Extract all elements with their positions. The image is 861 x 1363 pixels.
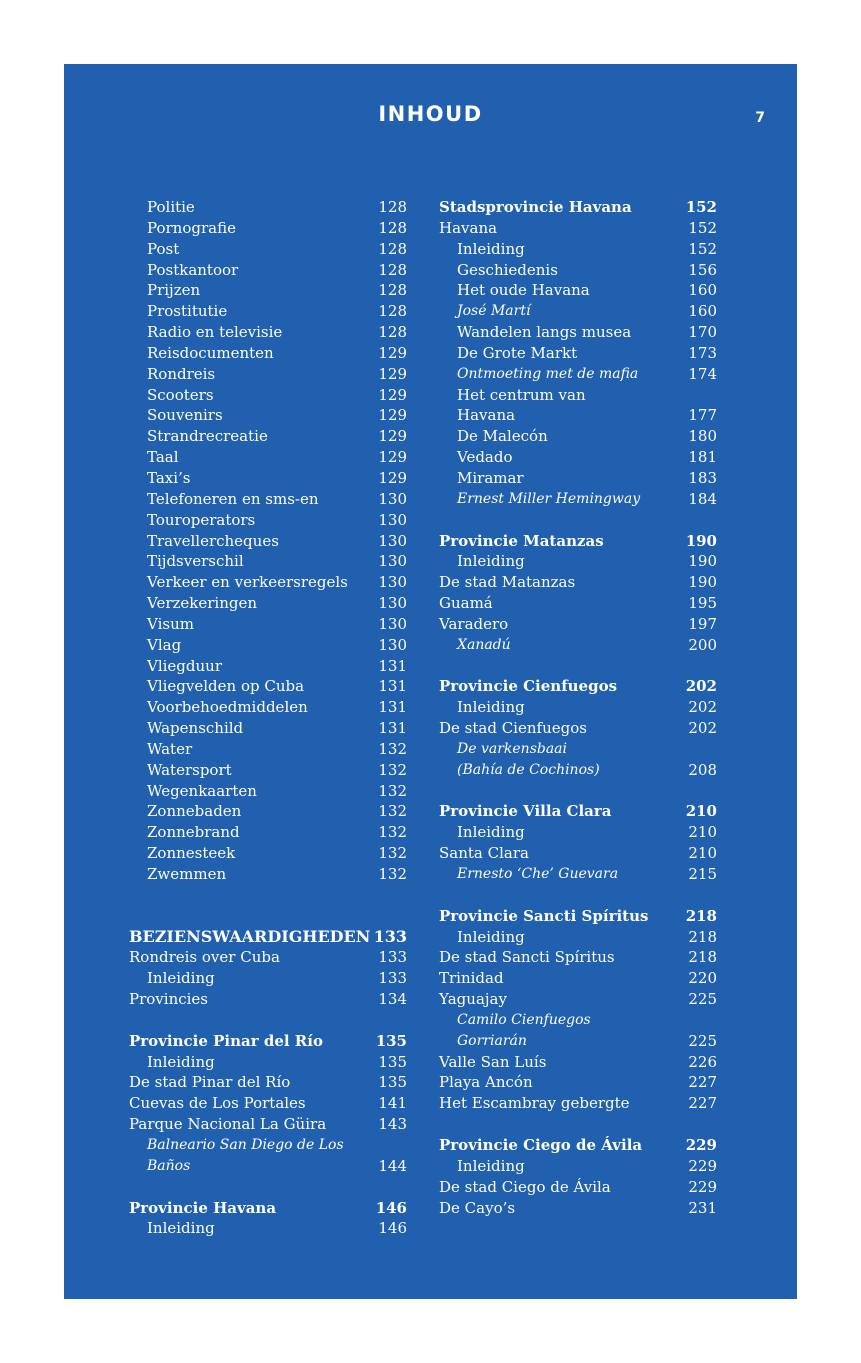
toc-entry xyxy=(129,843,407,864)
toc-entry-title: Het oude Havana xyxy=(457,281,590,300)
toc-entry-page: 131 xyxy=(378,719,407,738)
toc-entry-page: 229 xyxy=(688,1156,717,1175)
toc-entry-page: 128 xyxy=(378,323,407,342)
toc-entry-title: Playa Ancón xyxy=(439,1073,533,1092)
toc-entry-page: 132 xyxy=(378,781,407,800)
toc-entry xyxy=(439,614,717,635)
toc-entry-title: Xanadú xyxy=(457,636,511,653)
toc-entry xyxy=(439,1156,717,1177)
toc-entry-page: 133 xyxy=(373,926,407,946)
toc-entry-page: 177 xyxy=(688,406,717,425)
toc-entry-title: Touroperators xyxy=(147,510,256,529)
toc-entry-page: 129 xyxy=(378,468,407,487)
toc-entry-title: Inleiding xyxy=(457,1156,525,1175)
toc-entry-title: Taxi’s xyxy=(147,468,191,487)
toc-entry-page: 143 xyxy=(378,1115,407,1134)
toc-spacer xyxy=(439,1114,717,1135)
toc-entry-title: Watersport xyxy=(147,760,232,779)
toc-entry xyxy=(129,822,407,843)
toc-entry-title: Rondreis xyxy=(147,364,216,383)
toc-entry-title: Varadero xyxy=(439,614,509,633)
toc-entry-page: 128 xyxy=(378,239,407,258)
toc-entry xyxy=(439,1072,717,1093)
toc-entry-title: Travellercheques xyxy=(147,531,279,550)
toc-entry-page: 208 xyxy=(688,760,717,779)
toc-entry-title: De Cayo’s xyxy=(439,1198,516,1217)
toc-entry xyxy=(129,322,407,343)
toc-entry xyxy=(129,635,407,656)
toc-entry-page: 132 xyxy=(378,844,407,863)
toc-entry-title: Tijdsverschil xyxy=(147,552,244,571)
toc-entry xyxy=(129,781,407,802)
toc-entry-page: 218 xyxy=(688,948,717,967)
toc-entry-title: Zwemmen xyxy=(147,865,227,883)
toc-entry-title: Prostitutie xyxy=(147,302,228,321)
toc-entry-page: 133 xyxy=(378,948,407,967)
toc-entry-title: Camilo Cienfuegos xyxy=(457,1011,591,1028)
toc-entry-title: De Malecón xyxy=(457,427,548,446)
toc-entry-page: 128 xyxy=(378,218,407,237)
toc-entry-title: Inleiding xyxy=(457,552,525,571)
toc-entry-title: Provincie Ciego de Ávila xyxy=(439,1135,643,1154)
toc-entry-page: 129 xyxy=(378,364,407,383)
toc-entry-title: Gorriarán xyxy=(457,1032,527,1049)
toc-entry-page: 129 xyxy=(378,406,407,425)
toc-entry-title: Verzekeringen xyxy=(147,594,258,613)
toc-section-heading xyxy=(129,1031,407,1052)
toc-entry xyxy=(439,1052,717,1073)
toc-entry xyxy=(439,635,717,656)
toc-entry xyxy=(439,718,717,739)
toc-entry-title: Havana xyxy=(439,218,498,237)
toc-entry xyxy=(129,405,407,426)
toc-entry-title: Rondreis over Cuba xyxy=(129,948,280,967)
toc-entry xyxy=(129,343,407,364)
toc-entry-page: 190 xyxy=(685,531,717,550)
toc-right-column xyxy=(439,197,717,1218)
toc-spacer xyxy=(129,1010,407,1031)
toc-entry-title: Geschiedenis xyxy=(457,260,558,279)
toc-entry-title: Inleiding xyxy=(457,698,525,717)
toc-entry-title: Guamá xyxy=(439,594,493,613)
toc-entry xyxy=(439,968,717,989)
toc-entry-page: 135 xyxy=(378,1052,407,1071)
toc-entry-title: Provincie Sancti Spíritus xyxy=(439,906,649,925)
toc-entry-page: 128 xyxy=(378,260,407,279)
toc-entry xyxy=(129,385,407,406)
toc-entry-page: 197 xyxy=(688,614,717,633)
toc-entry-page: 227 xyxy=(688,1073,717,1092)
toc-entry-title: Wandelen langs musea xyxy=(457,323,632,342)
toc-entry-title: Provincie Havana xyxy=(129,1198,277,1217)
toc-spacer xyxy=(129,885,407,906)
toc-entry xyxy=(439,822,717,843)
toc-entry-page: 190 xyxy=(688,552,717,571)
toc-section-heading xyxy=(439,801,717,822)
toc-entry-title: Provincie Matanzas xyxy=(439,531,604,550)
toc-entry-page: 210 xyxy=(685,802,717,821)
toc-entry-page: 183 xyxy=(688,468,717,487)
toc-entry-page: 135 xyxy=(378,1073,407,1092)
toc-entry xyxy=(439,1177,717,1198)
toc-entry-title: Zonnebrand xyxy=(147,823,240,842)
toc-entry-page: 229 xyxy=(688,1177,717,1196)
toc-section-heading xyxy=(439,1135,717,1156)
toc-entry xyxy=(129,718,407,739)
toc-entry-title: Postkantoor xyxy=(147,260,239,279)
toc-spacer xyxy=(129,1177,407,1198)
toc-entry-page: 215 xyxy=(688,865,717,883)
toc-entry xyxy=(129,614,407,635)
toc-entry-title: Het Escambray gebergte xyxy=(439,1094,630,1113)
toc-entry-page: 190 xyxy=(688,573,717,592)
toc-entry xyxy=(129,489,407,510)
toc-entry-page: 231 xyxy=(688,1198,717,1217)
toc-entry xyxy=(439,989,717,1010)
toc-entry-title: Het centrum van xyxy=(457,385,586,404)
toc-entry-title: Strandrecreatie xyxy=(147,427,268,446)
toc-entry-title: Zonnesteek xyxy=(147,844,236,863)
toc-spacer xyxy=(439,781,717,802)
toc-entry xyxy=(439,551,717,572)
toc-entry-title: Pornografie xyxy=(147,218,236,237)
toc-entry-title: Inleiding xyxy=(457,239,525,258)
toc-entry-title: Visum xyxy=(147,614,194,633)
toc-entry xyxy=(129,989,407,1010)
toc-entry-page: 146 xyxy=(375,1198,407,1217)
toc-entry-title: Valle San Luís xyxy=(439,1052,547,1071)
toc-entry-page: 134 xyxy=(378,990,407,1009)
toc-entry-page: 152 xyxy=(688,239,717,258)
toc-entry-title: Baños xyxy=(147,1157,191,1174)
toc-entry-page: 133 xyxy=(378,969,407,988)
toc-section-heading xyxy=(439,676,717,697)
toc-entry-title: Souvenirs xyxy=(147,406,223,425)
toc-entry xyxy=(439,405,717,426)
toc-entry xyxy=(129,1135,407,1156)
toc-entry-page: 131 xyxy=(378,656,407,675)
toc-entry xyxy=(129,760,407,781)
toc-entry xyxy=(129,426,407,447)
toc-entry-title: Inleiding xyxy=(147,1052,215,1071)
toc-entry-page: 195 xyxy=(688,594,717,613)
toc-entry-page: 135 xyxy=(375,1031,407,1050)
toc-entry-title: Voorbehoedmiddelen xyxy=(147,698,308,717)
toc-entry-page: 132 xyxy=(378,760,407,779)
toc-entry xyxy=(129,572,407,593)
toc-entry-title: Provincie Villa Clara xyxy=(439,802,612,821)
toc-entry-page: 132 xyxy=(378,739,407,758)
toc-entry xyxy=(129,864,407,885)
toc-entry-page: 130 xyxy=(378,489,407,508)
toc-section-heading xyxy=(129,927,407,948)
toc-section-heading xyxy=(129,1198,407,1219)
toc-entry xyxy=(129,801,407,822)
toc-entry xyxy=(439,1198,717,1219)
toc-entry-title: Parque Nacional La Güira xyxy=(129,1115,327,1134)
toc-entry-page: 210 xyxy=(688,823,717,842)
toc-entry-title: Stadsprovincie Havana xyxy=(439,198,632,216)
page-number: 7 xyxy=(755,110,765,126)
toc-entry-page: 130 xyxy=(378,552,407,571)
toc-entry-page: 130 xyxy=(378,635,407,654)
toc-entry xyxy=(129,1052,407,1073)
toc-entry xyxy=(129,239,407,260)
toc-entry xyxy=(439,489,717,510)
toc-entry xyxy=(439,739,717,760)
toc-entry-title: Water xyxy=(147,739,193,758)
toc-entry-title: Ontmoeting met de mafia xyxy=(457,365,639,382)
toc-entry xyxy=(129,260,407,281)
toc-entry-page: 173 xyxy=(688,343,717,362)
toc-entry-page: 129 xyxy=(378,385,407,404)
toc-entry-page: 128 xyxy=(378,302,407,321)
toc-entry-title: Vlag xyxy=(147,635,182,654)
toc-entry-title: De stad Cienfuegos xyxy=(439,719,587,738)
toc-entry xyxy=(129,447,407,468)
toc-entry-title: Post xyxy=(147,239,180,258)
toc-entry-page: 180 xyxy=(688,427,717,446)
toc-entry-page: 225 xyxy=(688,990,717,1009)
toc-entry xyxy=(129,1156,407,1177)
toc-entry-page: 160 xyxy=(688,302,717,321)
toc-entry-title: Inleiding xyxy=(147,1219,215,1238)
toc-entry-page: 130 xyxy=(378,573,407,592)
toc-entry-title: Provincie Pinar del Río xyxy=(129,1031,323,1050)
toc-entry xyxy=(129,593,407,614)
toc-entry xyxy=(129,1093,407,1114)
toc-section-heading xyxy=(439,531,717,552)
toc-entry-title: Telefoneren en sms-en xyxy=(147,489,319,508)
toc-spacer xyxy=(439,885,717,906)
toc-entry-page: 184 xyxy=(688,489,717,508)
toc-entry-page: 132 xyxy=(378,823,407,842)
toc-entry-title: Havana xyxy=(457,406,516,425)
toc-entry-page: 200 xyxy=(688,635,717,654)
toc-entry xyxy=(439,1031,717,1052)
toc-entry-page: 160 xyxy=(688,281,717,300)
toc-entry-title: Wegenkaarten xyxy=(147,781,257,800)
toc-entry-title: Inleiding xyxy=(457,823,525,842)
toc-entry-page: 170 xyxy=(688,323,717,342)
toc-entry-title: Verkeer en verkeersregels xyxy=(147,573,348,592)
toc-page xyxy=(64,64,797,1299)
toc-entry-title: Scooters xyxy=(147,385,214,404)
toc-entry xyxy=(439,697,717,718)
toc-entry xyxy=(439,864,717,885)
toc-left-column xyxy=(129,197,407,1239)
toc-entry-title: Provincies xyxy=(129,990,208,1009)
toc-entry-title: Reisdocumenten xyxy=(147,343,274,362)
toc-entry-page: 220 xyxy=(688,969,717,988)
toc-entry xyxy=(129,280,407,301)
toc-entry xyxy=(439,426,717,447)
toc-entry-page: 130 xyxy=(378,614,407,633)
toc-entry-title: (Bahía de Cochinos) xyxy=(457,761,600,778)
toc-entry-page: 131 xyxy=(378,698,407,717)
toc-entry-page: 130 xyxy=(378,531,407,550)
toc-entry-page: 129 xyxy=(378,343,407,362)
toc-entry-title: Inleiding xyxy=(147,969,215,988)
toc-entry-page: 152 xyxy=(688,218,717,237)
toc-spacer xyxy=(439,656,717,677)
toc-entry xyxy=(129,676,407,697)
toc-spacer xyxy=(129,906,407,927)
toc-entry xyxy=(439,280,717,301)
toc-entry-title: De stad Sancti Spíritus xyxy=(439,948,615,967)
toc-entry-page: 229 xyxy=(685,1135,717,1154)
toc-entry xyxy=(129,301,407,322)
toc-entry-title: Trinidad xyxy=(439,969,504,988)
toc-entry-page: 141 xyxy=(378,1094,407,1113)
toc-entry-page: 226 xyxy=(688,1052,717,1071)
toc-entry-page: 218 xyxy=(685,906,717,925)
toc-entry-page: 218 xyxy=(688,927,717,946)
toc-entry xyxy=(439,843,717,864)
toc-entry-title: De stad Pinar del Río xyxy=(129,1073,291,1092)
toc-entry-page: 131 xyxy=(378,677,407,696)
toc-entry xyxy=(439,572,717,593)
toc-entry xyxy=(129,531,407,552)
toc-entry-title: Prijzen xyxy=(147,281,201,300)
toc-entry xyxy=(129,1072,407,1093)
toc-entry-page: 225 xyxy=(688,1031,717,1050)
toc-entry xyxy=(439,343,717,364)
toc-entry-title: De varkensbaai xyxy=(457,740,568,757)
toc-entry-title: De stad Matanzas xyxy=(439,573,576,592)
toc-entry xyxy=(439,239,717,260)
toc-entry-title: Miramar xyxy=(457,468,524,487)
toc-entry-page: 146 xyxy=(378,1219,407,1238)
toc-section-heading xyxy=(439,197,717,218)
toc-entry-page: 128 xyxy=(378,281,407,300)
toc-entry xyxy=(129,197,407,218)
toc-entry-page: 132 xyxy=(378,802,407,821)
toc-entry xyxy=(129,218,407,239)
toc-entry-title: Vliegvelden op Cuba xyxy=(147,677,305,696)
toc-entry-page: 144 xyxy=(378,1156,407,1175)
toc-entry-page: 152 xyxy=(685,198,717,216)
toc-entry-title: Vliegduur xyxy=(147,656,222,675)
toc-entry-page: 202 xyxy=(688,698,717,717)
toc-entry xyxy=(129,1114,407,1135)
page-title: INHOUD xyxy=(378,102,483,126)
toc-entry-page: 202 xyxy=(685,677,717,696)
toc-entry-title: Ernest Miller Hemingway xyxy=(457,490,641,507)
toc-entry-title: De Grote Markt xyxy=(457,343,578,362)
toc-entry-title: José Martí xyxy=(457,303,531,320)
toc-entry xyxy=(439,1010,717,1031)
toc-entry xyxy=(129,656,407,677)
toc-entry-title: Radio en televisie xyxy=(147,323,283,342)
toc-entry-title: Wapenschild xyxy=(147,719,244,738)
toc-entry xyxy=(439,760,717,781)
toc-entry-page: 174 xyxy=(688,364,717,383)
toc-entry xyxy=(129,697,407,718)
toc-entry-page: 130 xyxy=(378,510,407,529)
toc-entry-title: Yaguajay xyxy=(439,990,507,1009)
toc-entry xyxy=(439,947,717,968)
toc-entry xyxy=(439,468,717,489)
toc-entry xyxy=(439,218,717,239)
toc-entry-title: Vedado xyxy=(457,448,513,467)
toc-entry-page: 128 xyxy=(378,198,407,216)
toc-entry xyxy=(439,927,717,948)
toc-entry-title: Taal xyxy=(147,448,179,467)
toc-entry xyxy=(439,447,717,468)
toc-entry-title: Cuevas de Los Portales xyxy=(129,1094,306,1113)
toc-entry xyxy=(129,947,407,968)
toc-entry xyxy=(439,260,717,281)
toc-entry-page: 130 xyxy=(378,594,407,613)
toc-entry-page: 181 xyxy=(688,448,717,467)
toc-entry xyxy=(129,968,407,989)
toc-entry-title: Balneario San Diego de Los xyxy=(147,1136,344,1153)
toc-entry-page: 227 xyxy=(688,1094,717,1113)
toc-entry-title: BEZIENSWAARDIGHEDEN xyxy=(129,926,371,946)
toc-entry-page: 156 xyxy=(688,260,717,279)
toc-entry-title: Provincie Cienfuegos xyxy=(439,677,618,696)
toc-entry xyxy=(439,301,717,322)
toc-entry-page: 210 xyxy=(688,844,717,863)
toc-entry xyxy=(129,1218,407,1239)
toc-section-heading xyxy=(439,906,717,927)
toc-entry xyxy=(129,364,407,385)
toc-entry xyxy=(129,510,407,531)
toc-entry xyxy=(129,739,407,760)
toc-spacer xyxy=(439,510,717,531)
toc-entry-title: Inleiding xyxy=(457,927,525,946)
toc-entry-page: 129 xyxy=(378,427,407,446)
toc-entry-title: Santa Clara xyxy=(439,844,529,863)
toc-entry-title: De stad Ciego de Ávila xyxy=(439,1177,611,1196)
toc-entry-title: Ernesto ‘Che’ Guevara xyxy=(457,866,619,882)
toc-entry-page: 202 xyxy=(688,719,717,738)
toc-entry xyxy=(439,385,717,406)
toc-entry xyxy=(439,1093,717,1114)
toc-entry xyxy=(129,468,407,489)
toc-entry xyxy=(129,551,407,572)
toc-entry xyxy=(439,593,717,614)
toc-entry xyxy=(439,322,717,343)
toc-entry-page: 129 xyxy=(378,448,407,467)
toc-entry-title: Zonnebaden xyxy=(147,802,242,821)
toc-entry xyxy=(439,364,717,385)
toc-entry-page: 132 xyxy=(378,865,407,883)
toc-entry-title: Politie xyxy=(147,198,195,216)
